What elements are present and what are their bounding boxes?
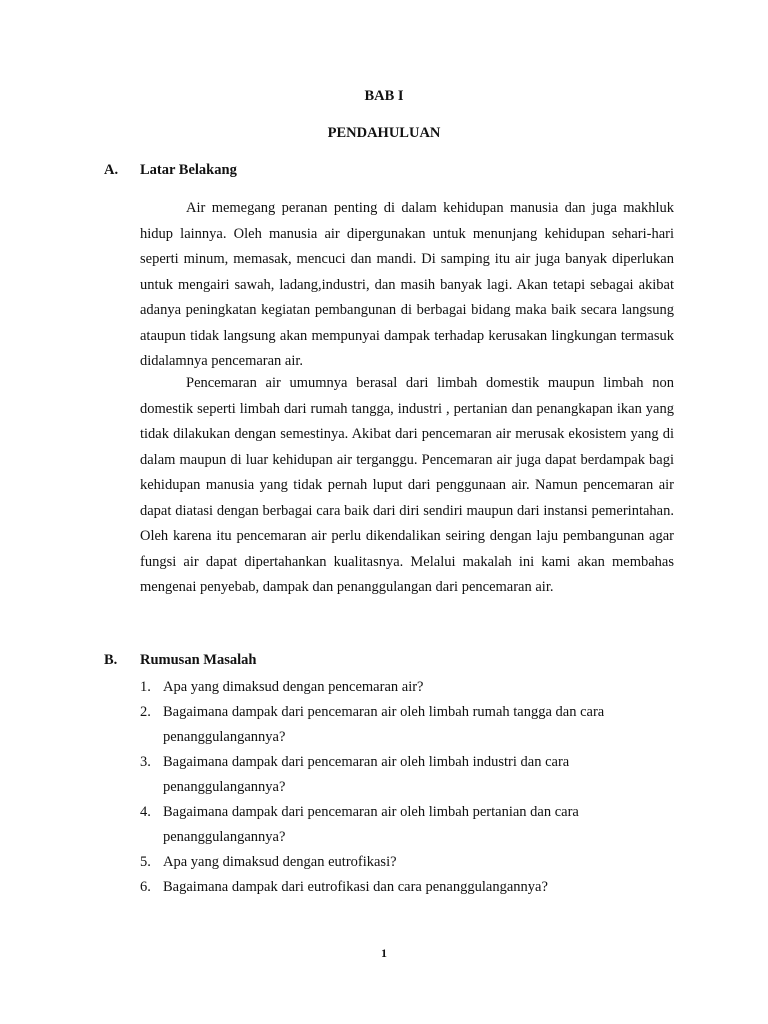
list-item	[140, 800, 674, 850]
list-text: Bagaimana dampak dari pencemaran air oleh limbah rumah tangga dan cara penanggulangannya?	[163, 704, 605, 745]
list-number: 2.	[140, 704, 151, 720]
section-heading-rumusan-masalah	[104, 652, 256, 669]
list-number: 4.	[140, 804, 151, 820]
section-title: Latar Belakang	[140, 162, 237, 178]
question-list	[140, 675, 674, 900]
paragraph-block	[140, 371, 674, 601]
list-item	[140, 750, 674, 800]
paragraph-block	[140, 196, 674, 375]
chapter-title: BAB I	[364, 88, 404, 104]
paragraph: Air memegang peranan penting di dalam kehidupan manusia dan juga makhluk hidup lainnya. Oleh manusia air dipergunakan untuk menunjang kehidupan sehari-hari seperti minum, memasak, mencuci dan mandi. Di samping itu air juga banyak diperlukan untuk mengairi sawah, ladang,industri, dan masih banyak lagi. Akan tetapi sebagai akibat adanya peningkatan kegiatan pembangunan di berbagai bidang maka baik secara langsung ataupun tidak langsung akan mempunyai dampak terhadap kerusakan lingkungan termasuk didalamnya pencemaran air.	[140, 200, 674, 369]
list-text: Bagaimana dampak dari pencemaran air oleh limbah pertanian dan cara penanggulangannya?	[163, 804, 579, 845]
list-item	[140, 675, 674, 700]
list-text: Apa yang dimaksud dengan eutrofikasi?	[163, 854, 397, 870]
list-text: Apa yang dimaksud dengan pencemaran air?	[163, 679, 424, 695]
list-number: 1.	[140, 679, 151, 695]
section-letter: A.	[104, 162, 119, 178]
section-letter: B.	[104, 652, 118, 668]
section-heading-latar-belakang	[104, 162, 237, 179]
page-number: 1	[381, 946, 387, 960]
list-item	[140, 850, 674, 875]
list-number: 6.	[140, 879, 151, 895]
list-item	[140, 875, 674, 900]
section-title: Rumusan Masalah	[140, 652, 257, 668]
list-number: 3.	[140, 754, 151, 770]
paragraph: Pencemaran air umumnya berasal dari limbah domestik maupun limbah non domestik seperti limbah dari rumah tangga, industri , pertanian dan penangkapan ikan yang tidak dilakukan dengan semestinya. Akibat dari pencemaran air merusak ekosistem yang di dalam maupun di luar kehidupan air terganggu. Pencemaran air juga dapat berdampak bagi kehidupan manusia yang tidak pernah luput dari penggunaan air. Namun pencemaran air dapat diatasi dengan berbagai cara baik dari diri sendiri maupun dari instansi pemerintahan. Oleh karena itu pencemaran air perlu dikendalikan seiring dengan laju pembangunan agar fungsi air dapat dipertahankan kualitasnya. Melalui makalah ini kami akan membahas mengenai penyebab, dampak dan penanggulangan dari pencemaran air.	[140, 375, 674, 595]
list-text: Bagaimana dampak dari eutrofikasi dan cara penanggulangannya?	[163, 879, 548, 895]
list-number: 5.	[140, 854, 151, 870]
list-text: Bagaimana dampak dari pencemaran air oleh limbah industri dan cara penanggulangannya?	[163, 754, 570, 795]
chapter-subtitle: PENDAHULUAN	[327, 125, 441, 141]
list-item	[140, 700, 674, 750]
